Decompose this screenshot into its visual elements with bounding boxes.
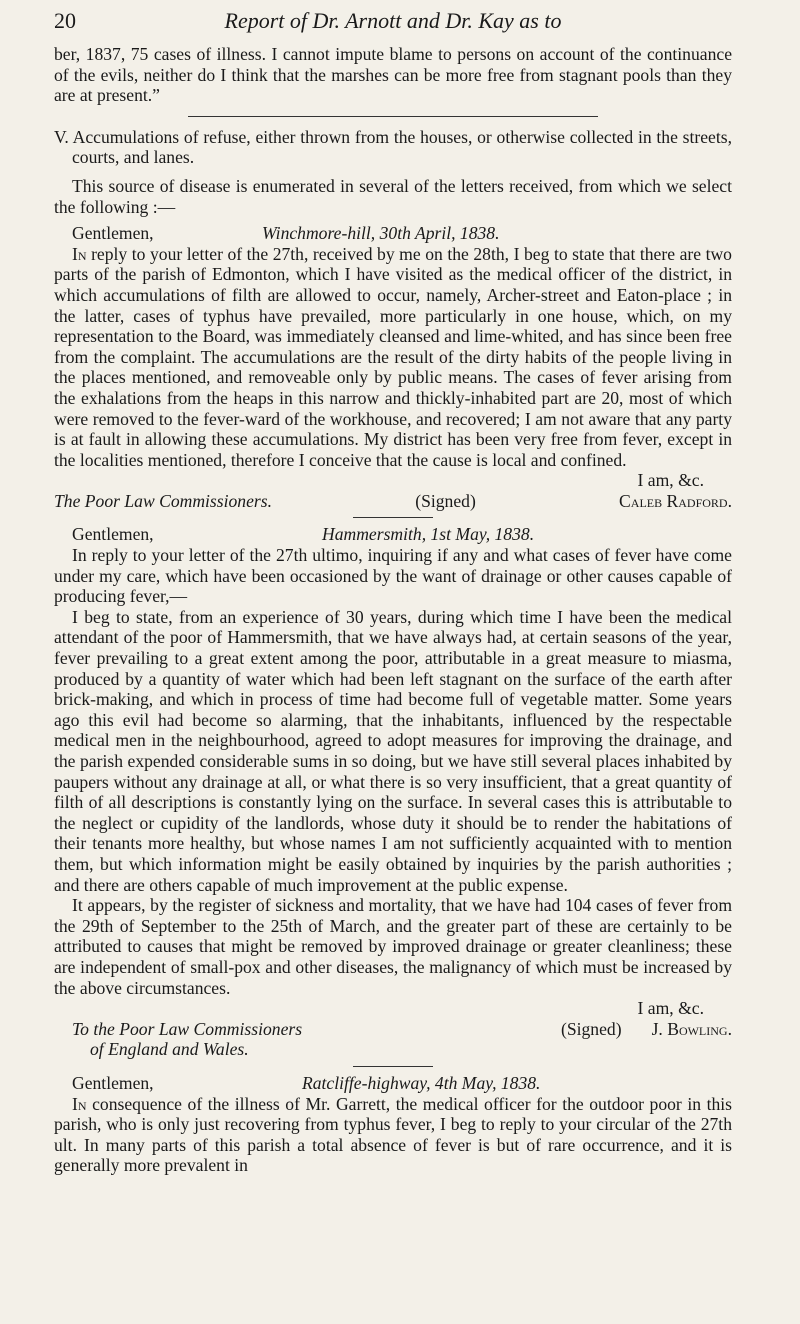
letter1-addressee: The Poor Law Commissioners.: [54, 490, 272, 511]
letter1-lead: In: [72, 243, 87, 264]
letter3-lead: In: [72, 1093, 87, 1114]
letter2-dateline: [54, 524, 732, 545]
section-v-heading: V. Accumulations of refuse, either thrown from the houses, or otherwise collected in the streets, courts, and lanes.: [54, 126, 732, 168]
letter1-salutation: Gentlemen,: [72, 223, 154, 244]
letter-divider: [353, 517, 433, 518]
page-header: [54, 0, 732, 44]
letter2-signed: (Signed): [560, 1018, 622, 1039]
letter3-text: consequence of the illness of Mr. Garrett, the medical officer for the outdoor poor in this parish, who is only just recovering from typhus fever, I beg to reply to your circular of the 27th ult. In many parts of this parish a total absence of fever is but of rare occurrence, and it is generally more prevalent in: [54, 1093, 732, 1176]
letter1-signed: (Signed): [415, 490, 476, 511]
letter3-place-date: Ratcliffe-highway, 4th May, 1838.: [302, 1072, 541, 1093]
letter1-signature: Caleb Radford.: [619, 490, 732, 511]
letter2-addressee-1: To the Poor Law Commissioners: [72, 1018, 303, 1039]
section-v-intro: This source of disease is enumerated in several of the letters received, from which we select the following :—: [54, 175, 732, 217]
opening-paragraph: ber, 1837, 75 cases of illness. I cannot impute blame to persons on account of the continuance of the evils, neither do I think that the marshes can be more free from stagnant pools than they are at present.”: [54, 44, 732, 106]
letter2-place-date: Hammersmith, 1st May, 1838.: [322, 524, 535, 545]
letter-divider-2: [353, 1066, 433, 1067]
letter2-signature: J. Bowling.: [651, 1018, 732, 1039]
letter2-signature-row: [54, 1019, 732, 1040]
letter3-salutation: Gentlemen,: [72, 1072, 154, 1093]
letter3-body: [54, 1094, 732, 1176]
letter1-place-date: Winchmore-hill, 30th April, 1838.: [262, 223, 500, 244]
letter3-dateline: [54, 1073, 732, 1094]
letter1-text: reply to your letter of the 27th, received by me on the 28th, I beg to state that there are two parts of the parish of Edmonton, which I have visited as the medical officer of the district, in which accumulations of filth are allowed to occur, namely, Archer-street and Eaton-place ; in the latter, cases of typhus have prevailed, more particularly in one house, which, on my representation to the Board, was immediately cleansed and lime-whited, and has since been free from the complaint. The accumulations are the result of the dirty habits of the people living in the places mentioned, and removeable only by public means. The cases of fever arising from the exhalations from the heaps in this narrow and thickly-inhabited part are 20, most of which were removed to the fever-ward of the workhouse, and recovered; I am not aware that any party is at fault in allowing these accumulations. My district has been very free from fever, except in the localities mentioned, therefore I conceive that the cause is local and confined.: [54, 243, 732, 470]
letter2-closing: I am, &c.: [637, 998, 704, 1019]
letter2-salutation: Gentlemen,: [72, 524, 154, 545]
letter2-para3: It appears, by the register of sickness and mortality, that we have had 104 cases of fever from the 29th of September to the 25th of March, and the greater part of these are certainly to be attributed to causes that might be removed by improved drainage or greater cleanliness; these are independent of small-pox and other diseases, the malignancy of which must be increased by the above circumstances.: [54, 895, 732, 998]
letter1-body: [54, 244, 732, 471]
letter2-para1: In reply to your letter of the 27th ultimo, inquiring if any and what cases of fever have come under my care, which have been occasioned by the want of drainage or other causes capable of producing fever,—: [54, 545, 732, 607]
letter1-signature-row: [54, 491, 732, 512]
letter2-addressee-2: of England and Wales.: [90, 1039, 249, 1060]
section-divider: [188, 116, 598, 117]
letter1-closing: I am, &c.: [637, 470, 704, 491]
page-number: 20: [54, 8, 76, 33]
letter1-dateline: [54, 223, 732, 244]
page-body: [54, 44, 732, 1176]
letter2-para2: I beg to state, from an experience of 30 years, during which time I have been the medical attendant of the poor of Hammersmith, that we have always had, at certain seasons of the year, fever prevailing to a great extent among the poor, attributable in a great measure to miasma, produced by a quantity of water which had been left stagnant on the surface of the earth after brick-making, and which in process of time had become full of vegetable matter. Some years ago this evil had become so alarming, that the inhabitants, influenced by the respectable medical men in the neighbourhood, agreed to adopt measures for improving the drainage, and the parish expended considerable sums in so doing, but we have still several places inhabited by paupers without any drainage at all, or what there is so very insufficient, that a great quantity of filth of all descriptions is constantly lying on the surface. In several cases this is attributable to the neglect or cupidity of the landlords, whose duty it should be to render the habitations of their tenants more healthy, but whose names I am not sufficiently acquainted with to mention them, but which information might be easily obtained by inquiries by the parish authorities ; and there are others capable of much improvement at the public expense.: [54, 606, 732, 895]
running-title: Report of Dr. Arnott and Dr. Kay as to: [224, 8, 562, 33]
